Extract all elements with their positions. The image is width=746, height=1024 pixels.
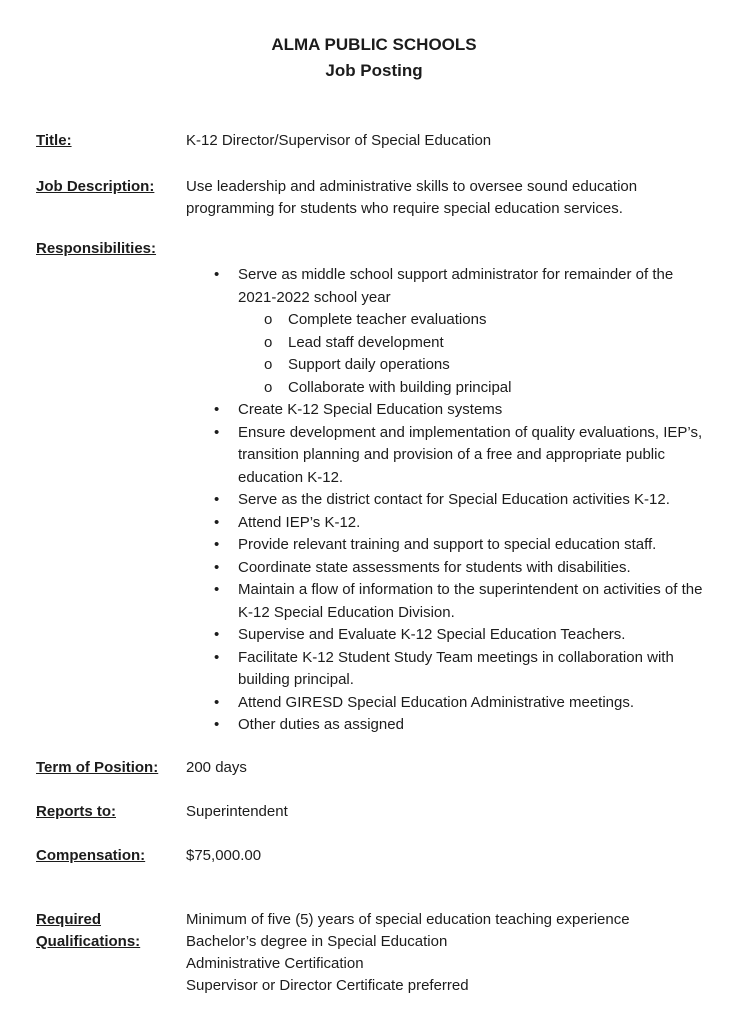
list-item <box>186 714 712 737</box>
bullet-text: Serve as the district contact for Special Education activities K-12. <box>238 491 670 508</box>
list-item <box>186 534 712 557</box>
title-row <box>36 130 712 152</box>
bullet-text: Serve as middle school support administrator for remainder of the 2021-2022 school year <box>238 266 674 306</box>
bullet-marker: • <box>214 648 220 666</box>
bullet-marker: • <box>214 693 220 711</box>
job-description-row <box>36 176 712 220</box>
sub-list-item <box>186 354 712 377</box>
responsibilities-row <box>36 238 712 737</box>
bullet-text: Facilitate K-12 Student Study Team meetings in collaboration with building principal. <box>238 648 674 688</box>
bullet-marker: • <box>214 491 220 508</box>
bullet-text: Provide relevant training and support to special education staff. <box>238 536 657 553</box>
sub-bullet-text: Collaborate with building principal <box>288 378 512 396</box>
sub-bullet-marker: o <box>264 311 273 328</box>
sub-bullet-marker: o <box>264 378 273 396</box>
responsibilities-content <box>186 238 712 737</box>
qualification-line: Bachelor’s degree in Special Education <box>186 932 448 950</box>
required-label-line1: Required <box>36 910 102 928</box>
qualification-line: Minimum of five (5) years of special education teaching experience <box>186 910 630 928</box>
sub-bullet-marker: o <box>264 356 273 373</box>
term-of-position-value: 200 days <box>186 758 247 776</box>
term-of-position-row <box>36 757 712 779</box>
bullet-marker: • <box>214 558 220 576</box>
sub-bullet-text: Support daily operations <box>288 356 450 373</box>
sub-bullet-text: Lead staff development <box>288 333 444 351</box>
required-qualifications-values <box>186 909 712 997</box>
bullet-text: Maintain a flow of information to the superintendent on activities of the K-12 Special Education Division. <box>238 581 703 621</box>
job-description-label: Job Description: <box>36 178 155 195</box>
compensation-value: $75,000.00 <box>186 846 262 864</box>
job-description-value: Use leadership and administrative skills to oversee sound education programming for students who require special education services. <box>186 178 638 217</box>
reports-to-label: Reports to: <box>36 802 116 820</box>
list-item <box>186 264 712 309</box>
bullet-text: Ensure development and implementation of quality evaluations, IEP’s, transition planning and provision of a free and appropriate public education K-12. <box>238 423 703 486</box>
term-of-position-label: Term of Position: <box>36 758 159 776</box>
bullet-marker: • <box>214 536 220 553</box>
title-label: Title: <box>36 132 72 149</box>
reports-to-row <box>36 801 712 823</box>
bullet-marker: • <box>214 423 220 441</box>
list-item <box>186 399 712 422</box>
required-label-line2: Qualifications: <box>36 932 141 950</box>
bullet-marker: • <box>214 513 220 531</box>
bullet-text: Coordinate state assessments for students with disabilities. <box>238 558 631 576</box>
required-qualifications-row <box>36 909 712 997</box>
bullet-marker: • <box>214 401 220 418</box>
list-item <box>186 692 712 715</box>
title-value: K-12 Director/Supervisor of Special Education <box>186 132 492 149</box>
bullet-marker: • <box>214 716 220 733</box>
sub-bullet-text: Complete teacher evaluations <box>288 311 487 328</box>
sub-bullet-marker: o <box>264 333 273 351</box>
qualification-line: Supervisor or Director Certificate preferred <box>186 976 469 994</box>
list-item <box>186 422 712 490</box>
bullet-text: Supervise and Evaluate K-12 Special Education Teachers. <box>238 626 626 643</box>
sub-list-item <box>186 332 712 355</box>
list-item <box>186 489 712 512</box>
bullet-marker: • <box>214 626 220 643</box>
qualification-line: Administrative Certification <box>186 954 364 972</box>
bullet-marker: • <box>214 581 220 598</box>
list-item <box>186 512 712 535</box>
document-subtitle: Job Posting <box>325 61 423 80</box>
document-title: ALMA PUBLIC SCHOOLS <box>271 35 477 54</box>
document-header <box>36 32 712 84</box>
bullet-marker: • <box>214 266 220 283</box>
reports-to-value: Superintendent <box>186 802 288 820</box>
compensation-label: Compensation: <box>36 846 146 864</box>
bullet-text: Attend GIRESD Special Education Administrative meetings. <box>238 693 635 711</box>
list-item <box>186 579 712 624</box>
bullet-text: Other duties as assigned <box>238 716 404 733</box>
list-item <box>186 647 712 692</box>
list-item <box>186 557 712 580</box>
bullet-text: Create K-12 Special Education systems <box>238 401 503 418</box>
required-qualifications-label <box>36 909 186 953</box>
list-item <box>186 624 712 647</box>
responsibilities-label: Responsibilities: <box>36 240 157 257</box>
sub-list-item <box>186 377 712 400</box>
responsibilities-list <box>186 264 712 737</box>
sub-list-item <box>186 309 712 332</box>
bullet-text: Attend IEP’s K-12. <box>238 513 361 531</box>
compensation-row <box>36 845 712 867</box>
